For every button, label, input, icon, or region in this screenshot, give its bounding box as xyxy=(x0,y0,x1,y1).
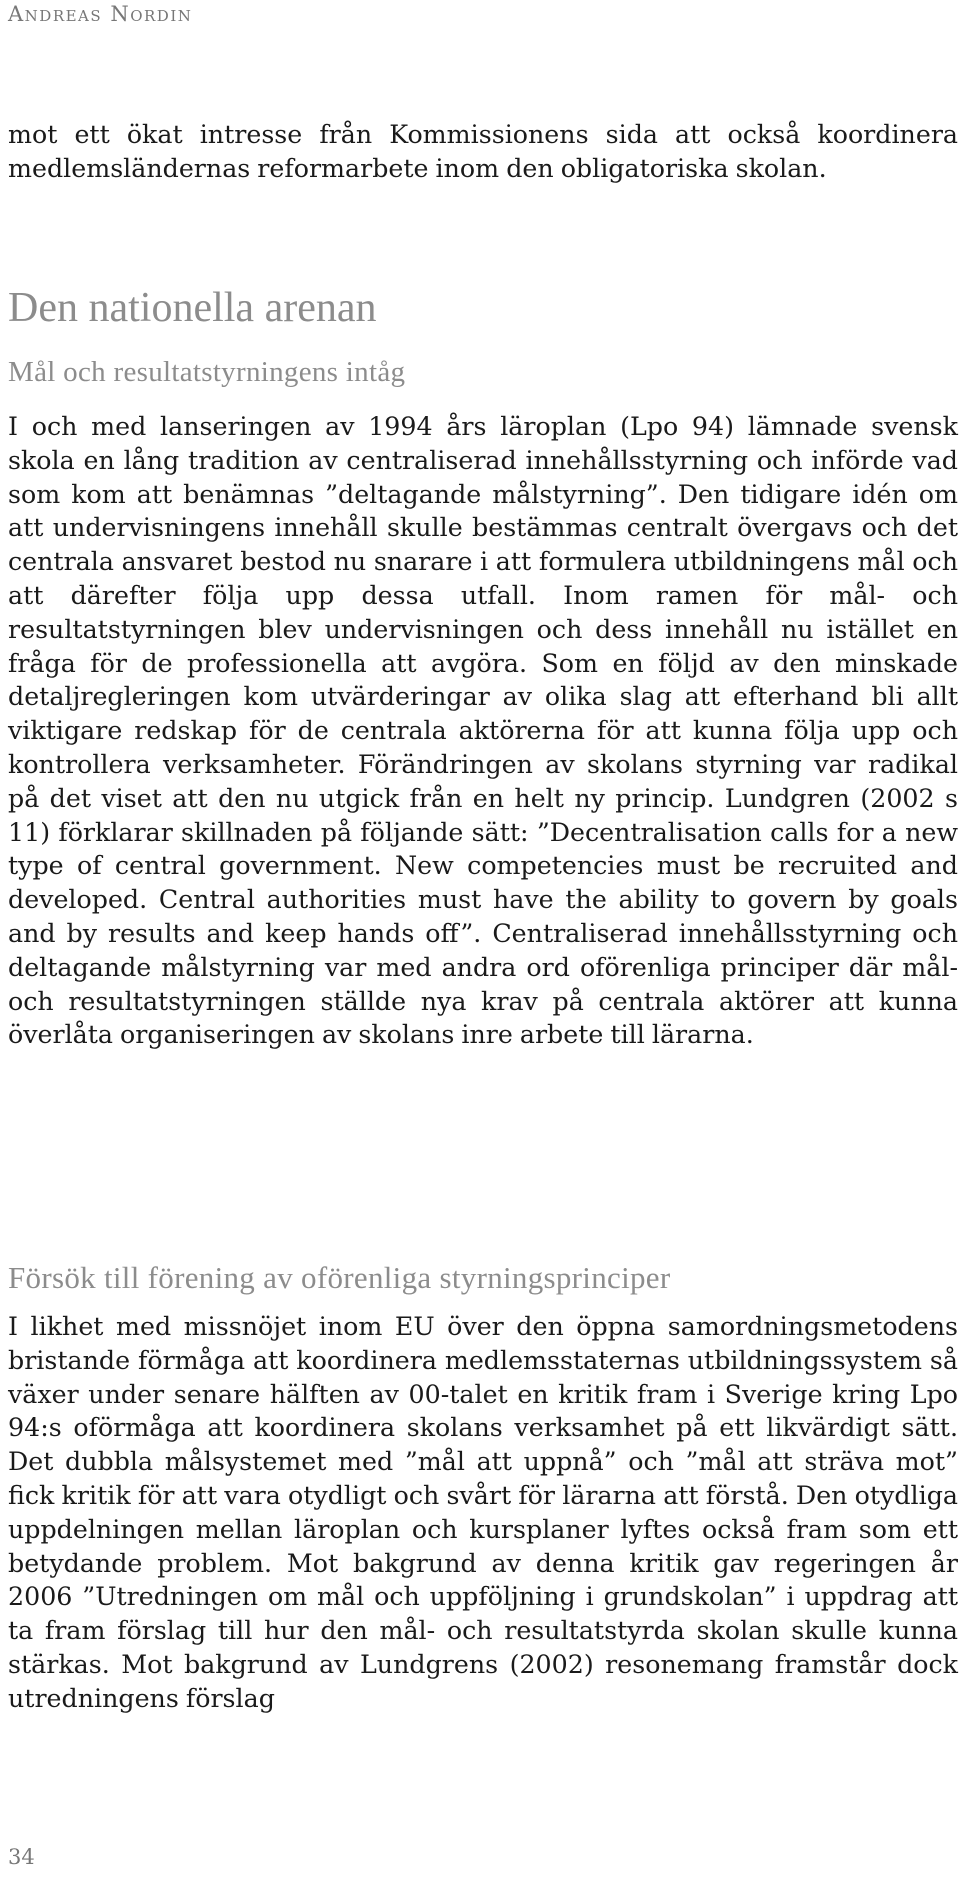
intro-paragraph: mot ett ökat intresse från Kommissionens sida att också koordinera medlemsländernas reformarbete inom den obligatoriska skolan. xyxy=(8,120,958,183)
page-number: 34 xyxy=(8,1845,35,1869)
section2-title: Försök till förening av oförenliga styrningsprinciper xyxy=(8,1260,671,1295)
section2-paragraph: I likhet med missnöjet inom EU över den öppna samordningsmetodens bristande förmåga att koordinera medlemsstaternas utbildningssystem så växer under senare hälften av 00-talet en kritik fram i Sverige kring Lpo 94:s oförmåga att koordinera skolans verksamhet på ett likvärdigt sätt. Det dubbla målsystemet med ”mål att uppnå” och ”mål att sträva mot” fick kritik för att vara otydligt och svårt för lärarna att förstå. Den otydliga uppdelningen mellan läroplan och kursplaner lyftes också fram som ett betydande problem. Mot bakgrund av denna kritik gav regeringen år 2006 ”Utredningen om mål och uppföljning i grundskolan” i uppdrag att ta fram förslag till hur den mål- och resultatstyrda skolan skulle kunna stärkas. Mot bakgrund av Lundgrens (2002) resonemang framstår dock utredningens förslag xyxy=(8,1312,958,1713)
running-head-author: Andreas Nordin xyxy=(8,2,193,26)
section-paragraph: I och med lanseringen av 1994 års läroplan (Lpo 94) lämnade svensk skola en lång tradition av centraliserad innehållsstyrning och införde vad som kom att benämnas ”deltagande målstyrning”. Den tidigare idén om att undervisningens innehåll skulle bestämmas centralt övergavs och det centrala ansvaret bestod nu snarare i att formulera utbildningens mål och att därefter följa upp dessa utfall. Inom ramen för mål- och resultatstyrningen blev undervisningen och dess innehåll nu istället en fråga för de professionella att avgöra. Som en följd av den minskade detaljregleringen kom utvärderingar av olika slag att efterhand bli allt viktigare redskap för de centrala aktörerna för att kunna följa upp och kontrollera verksamheter. Förändringen av skolans styrning var radikal på det viset att den nu utgick från en helt ny princip. Lundgren (2002 s 11) förklarar skillnaden på följande sätt: ”Decentralisation calls for a new type of central government. New competencies must be recruited and developed. Central authorities must have the ability to govern by goals and by results and keep hands off”. Centraliserad innehållsstyrning och deltagande målstyrning var med andra ord oförenliga principer där mål- och resultatstyrningen ställde nya krav på centrala aktörer att kunna överlåta organiseringen av skolans inre arbete till lärarna. xyxy=(8,412,958,1050)
section-subtitle: Mål och resultatstyrningens intåg xyxy=(8,356,406,388)
section-title: Den nationella arenan xyxy=(8,285,377,331)
